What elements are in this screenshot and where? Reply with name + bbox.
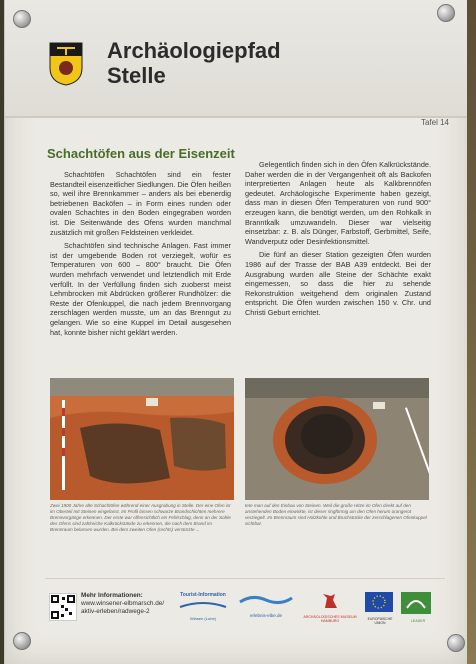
coat-of-arms-icon <box>49 42 83 86</box>
info-url-line-2: aktiv-erleben/radwege-2 <box>81 608 150 615</box>
text-column-right <box>245 160 431 322</box>
title-line-2: Stelle <box>107 63 166 88</box>
paragraph: Schachtöfen Schachtöfen sind ein fester Bestandteil eisenzeitlicher Siedlungen. Die Öfen heißen so, weil ihre Brennkammer – anders als bei ebenerdig betriebenen Backöfen – in Form eines runden oder ovalen Schachtes in den Boden eingegraben worden ist. Die Seitenwände des Ofens wurden manchmal zusätzlich mit großen Feldsteinen verkleidet. <box>50 170 231 237</box>
sign-title <box>107 38 281 88</box>
panel-number: Tafel 14 <box>420 118 449 127</box>
section-heading: Schachtöfen aus der Eisenzeit <box>47 146 235 161</box>
tourist-info-logo: Tourist-Information Winsen (Luhe) <box>180 592 226 621</box>
info-url-line-1: www.winsener-elbmarsch.de/ <box>81 600 165 607</box>
bolt-icon <box>437 4 455 22</box>
paragraph: Die fünf an dieser Station gezeigten Öfen wurden 1986 auf der Trasse der BAB A39 entdeckt. Bei der Ausgrabung wurden alle Steine der Schächte exakt eingemessen, so dass die hier zu sehende Rekonstruktion weitgehend dem originalen Zustand entspricht. Die Öfen wurden zwischen 150 v. Chr. und Christi Geburt errichtet. <box>245 250 431 317</box>
footer-divider <box>45 578 445 579</box>
photo-caption-left: Zwei 1900 Jahre alte Schachtöfen während einer Ausgrabung in Stelle. Der eine Ofen ist im Oberteil mit Steinen eingefasst. Im Profil lassen schwarze Brandschichten mehrere Brennvorgänge erkennen. Der erste war offensichtlich ein Fehlschlag, denn an der Sohle des Ofens sind zahlreiche Kalkrückstände zu erkennen, die nach dem Brand im Brennraum belassen wurden. Bei dem zweiten Ofen (rechts) verstürzte ... <box>50 503 231 532</box>
qr-code-icon <box>49 593 77 621</box>
photo-caption-right: tete man auf den Einbau von Steinen. Weil die große Hitze im Ofen direkt auf den anstehenden Boden einwirkte, ist dieser ringförmig um den Ofen herum orangerot verziegelt. Im Brennraum sind Holzkohle und Bruchstücke der zerschlagenen Ofenkuppel sichtbar. <box>245 503 427 526</box>
info-label: Mehr Informationen: <box>81 592 143 599</box>
excavation-photo-right <box>245 378 429 500</box>
text-column-left <box>50 170 231 341</box>
info-sign <box>4 0 467 664</box>
bolt-icon <box>447 634 465 652</box>
museum-logo: ARCHÄOLOGISCHES MUSEUM HAMBURG <box>301 592 359 622</box>
bolt-icon <box>13 10 31 28</box>
leader-logo: LEADER <box>401 592 435 622</box>
eu-logo: EUROPÄISCHE UNION <box>365 592 395 622</box>
bolt-icon <box>13 632 31 650</box>
paragraph: Gelegentlich finden sich in den Öfen Kalkrückstände. Daher werden die in der Vergangenheit oft als Backofen interpretierten Anlagen heute als Kalkbrennöfen gedeutet. Archäologische Experimente haben gezeigt, dass man in diesen Öfen Temperaturen von rund 900° erzeugen kann, die benötigt werden, um den Rohkalk in Branntkalk umzuwandeln. Dieser war vielseitig einsetzbar: z. B. als Dünger, Farbstoff, Gerbmittel, Seife, Wandverputz oder Desinfektionsmittel. <box>245 160 431 246</box>
header-divider <box>5 116 467 118</box>
excavation-photo-left <box>50 378 234 500</box>
paragraph: Schachtöfen sind technische Anlagen. Fast immer ist der umgebende Boden rot verziegelt, wofür es Temperaturen von 600 – 800° braucht. Die Öfen wurden mehrfach verwendet und letztendlich mit Erde verfüllt. In der Verfüllung finden sich zuoberst meist Lehmbrocken mit Abdrücken größerer Rundhölzer: die Reste der Ofenkuppel, die nach jedem Brennvorgang zerschlagen werden musste, um an das Brenngut zu gelangen. Wie so eine Kuppel im Detail ausgesehen hat, konnte bisher nicht geklärt werden. <box>50 241 231 337</box>
title-line-1: Archäologiepfad <box>107 38 281 63</box>
more-info <box>81 592 164 616</box>
erlebnis-elbe-logo: erlebnis-elbe.de <box>238 592 294 622</box>
